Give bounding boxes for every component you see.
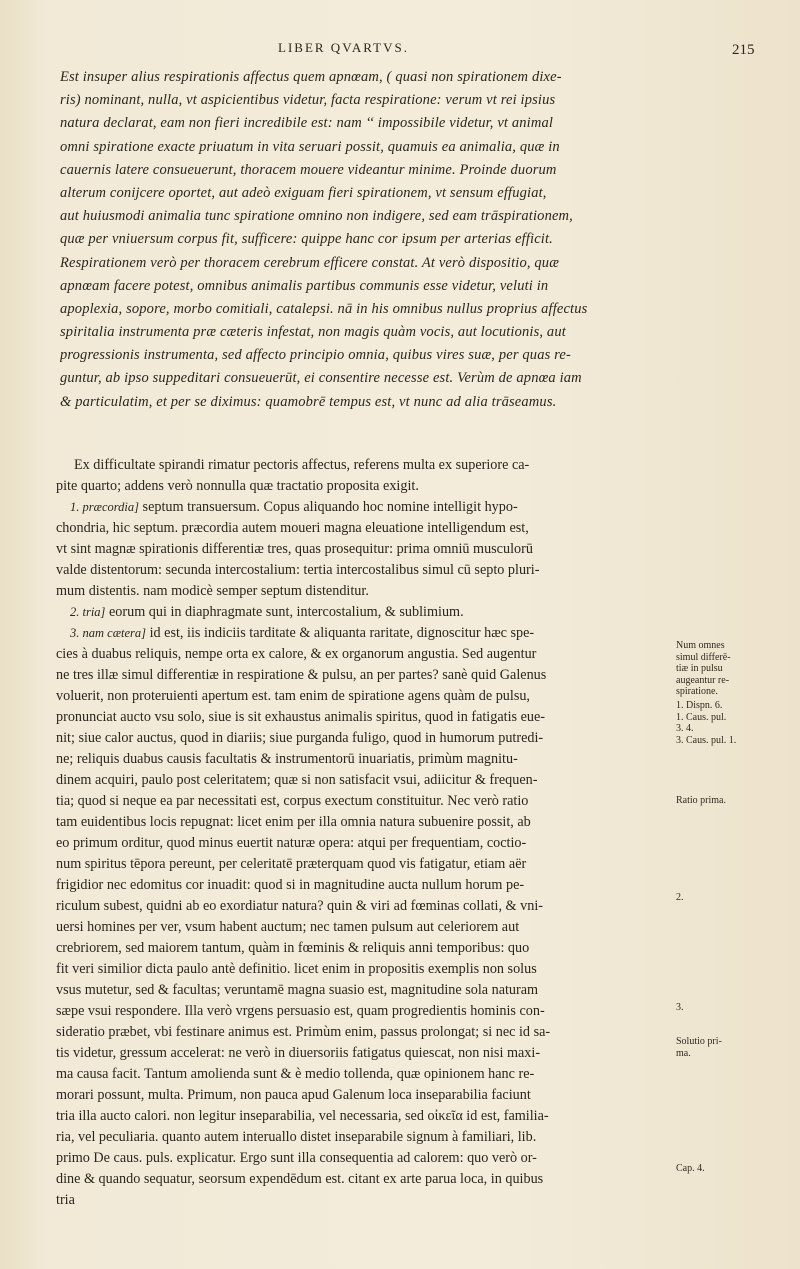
line-text: mum distentis. nam modicè semper septum distenditur. (56, 583, 369, 599)
line-text: eo primum orditur, quod minus euertit naturæ opera: atqui per frequentiam, coctio- (56, 835, 527, 851)
lemma-tag: 2. tria] (70, 605, 106, 619)
line-text: nit; siue calor auctus, quod in diariis; siue purganda fuligo, quod in humorum putredi- (56, 730, 544, 746)
italic-line: Est insuper alius respirationis affectus quem apnœam, ( quasi non spirationem dixe- (60, 69, 562, 85)
running-head: LIBER QVARTVS. (278, 40, 409, 55)
italic-line: spiritalia instrumenta præ cæteris infestat, non magis quàm vocis, aut locutionis, aut (60, 324, 566, 341)
commentary-line (56, 686, 666, 707)
line-text: ne tres illæ simul differentiæ in respiratione & pulsu, an per partes? sanè quid Galenus (56, 667, 547, 683)
commentary-line (56, 581, 666, 602)
italic-line: apnœam facere potest, omnibus animalis partibus communis esse videtur, veluti in (60, 277, 549, 294)
line-text: vsus mutetur, sed & facultas; veruntamē magna suasio est, magnitudine sola naturam (56, 982, 539, 998)
commentary-line (56, 728, 666, 749)
commentary-line (56, 602, 666, 623)
italic-line: apoplexia, sopore, morbo comitiali, catalepsi. nā in his omnibus nullus proprius affectus (60, 300, 588, 317)
commentary-line (56, 476, 666, 497)
page-number: 215 (732, 42, 755, 58)
italic-line: natura declarat, eam non fieri incredibile est: nam ‘‘ impossibile videtur, vt animal (60, 115, 554, 132)
commentary-line (56, 1148, 666, 1169)
commentary-line (56, 812, 666, 833)
line-text: ma causa facit. Tantum amolienda sunt & è medio tollenda, quæ opinionem hanc re- (56, 1066, 535, 1082)
margin-note-line: Ratio prima. (676, 795, 726, 806)
line-text: tia; quod si neque ea par necessitati est, corpus exectum constituitur. Nec verò ratio (56, 793, 529, 809)
italic-line: quæ per vniuersum corpus fit, sufficere: quippe hanc cor ipsum per arterias efficit. (60, 231, 553, 248)
line-text: tria illa aucto calori. non legitur inseparabilia, vel necessaria, sed οἰκεῖα id est, familia- (56, 1108, 549, 1124)
italic-line: omni spiratione exacte priuatum in vita seruari possit, quamuis ea animalia, quæ in (60, 138, 560, 155)
commentary-line (56, 749, 666, 770)
margin-note-num-omnes (676, 640, 786, 698)
line-text: pite quarto; addens verò nonnulla quæ tractatio proposita exigit. (56, 478, 419, 494)
italic-line: guntur, ab ipso suppeditari consueuerūt, ei consentire necesse est. Verùm de apnœa iam (60, 370, 582, 387)
margin-note-line: Num omnes (676, 640, 725, 651)
margin-note-references (676, 700, 786, 746)
lemma-tag: 3. nam cætera] (70, 626, 147, 640)
line-text: riculum subest, quidni ab eo exordiatur natura? quin & viri ad fœminas collati, & vni- (56, 898, 543, 914)
commentary-line (56, 896, 666, 917)
commentary-line (56, 833, 666, 854)
margin-note-line: 3. 4. (676, 723, 694, 734)
line-text: chondria, hic septum. præcordia autem moueri magna eleuatione intelligendum est, (56, 520, 529, 536)
commentary-line (56, 1190, 666, 1211)
margin-note-line: spiratione. (676, 686, 718, 697)
line-text: ne; reliquis duabus causis facultatis & instrumentorū inuariatis, primùm magnitu- (56, 751, 518, 767)
commentary-line (56, 854, 666, 875)
commentary-line (56, 1106, 666, 1127)
commentary-line (56, 497, 666, 518)
line-text: septum transuersum. Copus aliquando hoc nomine intelligit hypo- (139, 499, 518, 515)
commentary-line (56, 455, 666, 476)
lemma-tag: 1. præcordia] (70, 500, 139, 514)
commentary-line (56, 560, 666, 581)
margin-note-line: Cap. 4. (676, 1163, 705, 1174)
commentary-line (56, 1085, 666, 1106)
commentary-line (56, 665, 666, 686)
margin-note-line: 1. Caus. pul. (676, 711, 727, 723)
commentary-line (56, 1043, 666, 1064)
commentary-line (56, 644, 666, 665)
line-text: ria, vel peculiaria. quanto autem interuallo distet inseparabile signum à familiari, lib. (56, 1129, 537, 1145)
commentary-line (56, 959, 666, 980)
line-text: eorum qui in diaphragmate sunt, intercostalium, & sublimium. (105, 604, 464, 620)
italic-line: alterum conijcere oportet, aut adeò exiguam fieri spirationem, vt sensum effugiat, (60, 184, 547, 201)
commentary-line (56, 770, 666, 791)
margin-note-line: 3. (676, 1002, 684, 1013)
italic-line: & particulatim, et per se diximus: quamobrē tempus est, vt nunc ad alia trāseamus. (60, 393, 557, 410)
margin-note-cap-4 (676, 1163, 786, 1175)
line-text: primo De caus. puls. explicatur. Ergo sunt illa consequentia ad calorem: quo verò or- (56, 1150, 537, 1166)
italic-quoted-passage (60, 66, 715, 414)
line-text: tria (56, 1192, 75, 1208)
commentary-line (56, 518, 666, 539)
commentary-line (56, 1064, 666, 1085)
margin-note-line: ma. (676, 1047, 691, 1059)
italic-line: ris) nominant, nulla, vt aspicientibus videtur, facta respiratione: verum vt rei ipsius (60, 92, 556, 109)
line-text: num spiritus tēpora pereunt, per celeritatē præterquam quod vis fatigatur, etiam aër (56, 856, 527, 872)
line-text: sæpe vsui respondere. Illa verò vrgens persuasio est, quam progredientis hominis con- (56, 1003, 545, 1019)
line-text: frigidior nec edomitus cor inuadit: quod si in magnitudine aucta nullum horum pe- (56, 877, 525, 893)
commentary-line (56, 623, 666, 644)
commentary-line (56, 938, 666, 959)
line-text: morari possunt, multa. Primum, non pauca apud Galenum loca inseparabilia faciunt (56, 1087, 531, 1103)
page-header (0, 36, 800, 66)
line-text: Ex difficultate spirandi rimatur pectoris affectus, referens multa ex superiore ca- (74, 457, 530, 473)
margin-note-line: simul differē- (676, 651, 731, 663)
italic-line: aut huiusmodi animalia tunc spiratione omnino non indigere, sed eam trāspirationem, (60, 208, 573, 225)
margin-note-line: 3. Caus. pul. 1. (676, 734, 737, 746)
line-text: tam euidentibus locis repugnat: licet enim per illa omnia natura subuenire possit, ab (56, 814, 531, 830)
margin-note-line: Solutio pri- (676, 1036, 722, 1047)
line-text: vt sint magnæ spirationis differentiæ tres, quas prosequitur: prima omniū musculorū (56, 541, 533, 557)
line-text: uersi homines per ver, vsum habent auctum; nec tamen pulsum aut celeriorem aut (56, 919, 520, 935)
margin-note-line: 2. (676, 892, 684, 903)
italic-line: Respirationem verò per thoracem cerebrum efficere constat. At verò dispositio, quæ (60, 254, 560, 271)
italic-line: cauernis latere consueuerunt, thoracem mouere videantur minime. Proinde duorum (60, 161, 557, 178)
line-text: dine & quando sequatur, seorsum expendēdum est. citant ex arte parua loca, in quibus (56, 1171, 544, 1187)
line-text: tis videtur, gressum accelerat: ne verò in diuersoriis fatigatus quiescat, non nisi maxi- (56, 1045, 541, 1061)
commentary-passage (56, 455, 666, 1211)
italic-line: progressionis instrumenta, sed affecto principio omnia, quibus vires suæ, per quas re- (60, 347, 571, 364)
commentary-line (56, 1127, 666, 1148)
line-text: dinem acquiri, paulo post celeritatem; quæ si non satisfacit vsui, adiicitur & frequen- (56, 772, 538, 788)
line-text: pronunciat aucto vsu solo, siue is sit exhaustus animalis spiritus, quod in fatigatis eue- (56, 709, 546, 725)
commentary-line (56, 980, 666, 1001)
commentary-line (56, 791, 666, 812)
line-text: fit veri similior dicta paulo antè definitio. licet enim in propositis exemplis non solus (56, 961, 537, 977)
line-text: valde distentorum: secunda intercostalium: tertia intercostalibus simul cū septo pluri- (56, 562, 540, 578)
commentary-line (56, 539, 666, 560)
margin-note-line: tiæ in pulsu (676, 663, 723, 674)
commentary-line (56, 917, 666, 938)
margin-note-line: augeantur re- (676, 674, 730, 686)
margin-note-solutio-prima (676, 1036, 786, 1059)
commentary-line (56, 1022, 666, 1043)
commentary-line (56, 1169, 666, 1190)
margin-note-line: 1. Dispn. 6. (676, 700, 723, 711)
commentary-line (56, 707, 666, 728)
line-text: cies à duabus reliquis, nempe orta ex calore, & ex organorum angustia. Sed augentur (56, 646, 537, 662)
line-text: crebriorem, sed maiorem tantum, quàm in fœminis & reliquis anni temporibus: quo (56, 940, 530, 956)
margin-note-ratio-prima (676, 795, 786, 807)
line-text: id est, iis indiciis tarditate & aliquanta raritate, dignoscitur hæc spe- (146, 625, 535, 641)
line-text: voluerit, non proteruienti apertum est. tam enim de spiratione agens quàm de pulsu, (56, 688, 530, 704)
margin-note-3 (676, 1002, 786, 1014)
margin-note-2 (676, 892, 786, 904)
commentary-line (56, 875, 666, 896)
line-text: sideratio præbet, vbi festinare animus est. Primùm enim, passus prolongat; si nec id sa- (56, 1024, 551, 1040)
commentary-line (56, 1001, 666, 1022)
